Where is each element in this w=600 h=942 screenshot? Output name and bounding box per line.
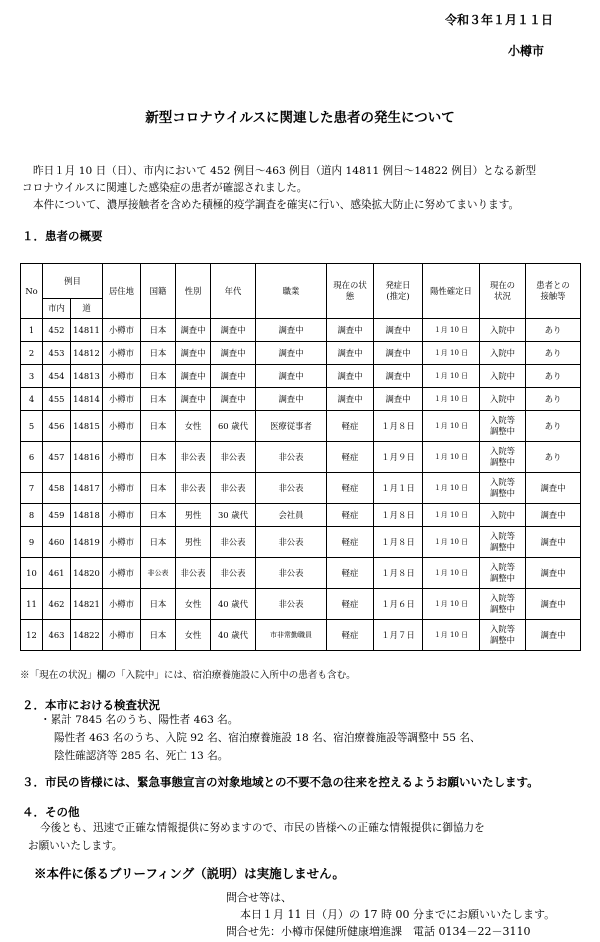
header-status [480,264,526,319]
cell-contact: あり [526,319,581,342]
contact-heading: 問合せ等は、 [226,891,292,904]
issuer-city: 小樽市 [507,44,544,58]
cell-nationality: 日本 [141,319,176,342]
contact-office: 問合せ先：小樽市保健所健康増進課 電話 0134－22－3110 [226,925,531,938]
cell-status-line-2: 調整中 [489,542,516,552]
cell-no: 2 [21,342,43,365]
cell-nationality: 非公表 [141,558,176,589]
cell-city-no: 452 [43,319,71,342]
cell-pref-no: 14814 [71,388,103,411]
cell-contact: 調査中 [526,473,581,504]
cell-occupation: 調査中 [256,365,327,388]
cell-status-line-1: 入院等 [489,446,516,456]
table-row [21,589,581,620]
cell-status [480,504,526,527]
cell-onset: 調査中 [374,365,423,388]
cell-age: 60 歳代 [211,411,256,442]
cell-status-line-1: 入院等 [489,593,516,603]
cell-status-line-2: 調整中 [489,457,516,467]
cell-no: 6 [21,442,43,473]
cell-no: 12 [21,620,43,651]
table-row [21,411,581,442]
cell-condition: 軽症 [327,527,374,558]
cell-residence: 小樽市 [103,319,141,342]
cell-no: 7 [21,473,43,504]
cell-sex: 調査中 [176,342,211,365]
cell-sex: 女性 [176,620,211,651]
header-city-no: 市内 [43,299,71,319]
cell-pref-no: 14817 [71,473,103,504]
cell-sex: 調査中 [176,365,211,388]
cell-contact: あり [526,388,581,411]
cell-status [480,558,526,589]
cell-residence: 小樽市 [103,504,141,527]
cell-condition: 軽症 [327,442,374,473]
cell-status-line-1: 入院等 [489,477,516,487]
document-date: 令和３年１月１１日 [444,13,553,27]
cell-age: 40 歳代 [211,589,256,620]
cell-status-line-1: 入院等 [489,415,516,425]
cell-city-no: 461 [43,558,71,589]
cell-nationality: 日本 [141,442,176,473]
header-confirmed: 陽性確定日 [423,264,480,319]
cell-pref-no: 14811 [71,319,103,342]
header-condition [327,264,374,319]
cell-pref-no: 14822 [71,620,103,651]
cell-onset: １月７日 [374,620,423,651]
cell-contact: 調査中 [526,620,581,651]
cell-status [480,388,526,411]
cell-residence: 小樽市 [103,411,141,442]
cell-confirmed: １月 10 日 [423,558,480,589]
table-footnote: ※「現在の状況」欄の「入院中」には、宿泊療養施設に入所中の患者も含む。 [20,670,356,681]
cell-nationality: 日本 [141,342,176,365]
section-2-body [40,711,580,765]
intro-paragraph [22,163,582,214]
cell-occupation: 調査中 [256,342,327,365]
cell-city-no: 459 [43,504,71,527]
cell-city-no: 458 [43,473,71,504]
cell-age: 30 歳代 [211,504,256,527]
cell-confirmed: １月 10 日 [423,620,480,651]
cell-city-no: 455 [43,388,71,411]
cell-no: 4 [21,388,43,411]
cell-nationality: 日本 [141,365,176,388]
cell-pref-no: 14813 [71,365,103,388]
page-title: 新型コロナウイルスに関連した患者の発生について [145,110,455,126]
cell-sex: 非公表 [176,473,211,504]
header-residence: 居住地 [103,264,141,319]
section-2-heading: ２．本市における検査状況 [22,698,160,712]
cell-condition: 軽症 [327,620,374,651]
cell-occupation: 調査中 [256,319,327,342]
section-1-heading: １．患者の概要 [22,229,103,243]
header-condition-line-2: 態 [345,291,355,301]
cell-status [480,342,526,365]
cell-onset: １月８日 [374,411,423,442]
cell-status [480,589,526,620]
cell-onset: １月９日 [374,442,423,473]
header-contact [526,264,581,319]
cell-contact: 調査中 [526,504,581,527]
cell-condition: 調査中 [327,388,374,411]
cell-contact: 調査中 [526,527,581,558]
cell-city-no: 462 [43,589,71,620]
cell-nationality: 日本 [141,473,176,504]
section-2-line-3: 陰性確認済等 285 名、死亡 13 名。 [54,750,229,762]
cell-contact: あり [526,442,581,473]
cell-age: 調査中 [211,342,256,365]
table-row [21,473,581,504]
section-4-body [22,819,582,855]
cell-condition: 軽症 [327,558,374,589]
cell-nationality: 日本 [141,527,176,558]
section-2-line-1: ・累計 7845 名のうち、陽性者 463 名。 [40,714,239,726]
cell-age: 調査中 [211,388,256,411]
cell-no: 8 [21,504,43,527]
cell-occupation: 市非常勤職員 [256,620,327,651]
table-row [21,319,581,342]
cell-sex: 男性 [176,527,211,558]
cell-onset: １月８日 [374,527,423,558]
table-row [21,342,581,365]
cell-pref-no: 14816 [71,442,103,473]
briefing-notice: ※本件に係るブリーフィング（説明）は実施しません。 [34,866,345,881]
cell-nationality: 日本 [141,388,176,411]
cell-confirmed: １月 10 日 [423,365,480,388]
cell-occupation: 非公表 [256,558,327,589]
cell-status-line-2: 調整中 [489,426,516,436]
cell-onset: １月８日 [374,558,423,589]
header-age: 年代 [211,264,256,319]
cell-sex: 女性 [176,589,211,620]
cell-sex: 女性 [176,411,211,442]
cell-status-line-2: 調整中 [489,604,516,614]
cell-pref-no: 14821 [71,589,103,620]
section-2-line-2: 陽性者 463 名のうち、入院 92 名、宿泊療養施設 18 名、宿泊療養施設等調整中 55 名、 [54,732,481,744]
cell-status-line-1: 入院中 [489,347,516,358]
intro-line-1: 昨日１月 10 日（日）、市内において 452 例目～463 例目（道内 14811 例目～14822 例目）となる新型 [33,165,537,177]
cell-residence: 小樽市 [103,558,141,589]
cell-no: 9 [21,527,43,558]
section-3-heading: ３．市民の皆様には、緊急事態宣言の対象地域との不要不急の往来を控えるようお願いいたします。 [22,775,539,789]
patient-table [20,263,581,651]
cell-status-line-1: 入院中 [489,324,516,335]
cell-confirmed: １月 10 日 [423,411,480,442]
cell-residence: 小樽市 [103,365,141,388]
cell-status-line-1: 入院等 [489,624,516,634]
cell-condition: 軽症 [327,411,374,442]
header-status-line-1: 現在の [489,280,516,290]
cell-city-no: 453 [43,342,71,365]
cell-status-line-1: 入院中 [489,370,516,381]
cell-residence: 小樽市 [103,589,141,620]
header-nationality: 国籍 [141,264,176,319]
cell-status-line-2: 調整中 [489,488,516,498]
cell-age: 40 歳代 [211,620,256,651]
cell-condition: 軽症 [327,504,374,527]
header-pref-no: 道 [71,299,103,319]
cell-city-no: 460 [43,527,71,558]
cell-contact: 調査中 [526,589,581,620]
table-row [21,442,581,473]
cell-residence: 小樽市 [103,620,141,651]
table-row [21,558,581,589]
header-occupation: 職業 [256,264,327,319]
cell-onset: 調査中 [374,342,423,365]
cell-contact: あり [526,365,581,388]
cell-sex: 調査中 [176,319,211,342]
cell-status-line-2: 調整中 [489,573,516,583]
cell-city-no: 454 [43,365,71,388]
cell-nationality: 日本 [141,620,176,651]
cell-pref-no: 14812 [71,342,103,365]
cell-confirmed: １月 10 日 [423,319,480,342]
cell-condition: 調査中 [327,342,374,365]
table-row [21,504,581,527]
cell-status [480,620,526,651]
header-onset [374,264,423,319]
cell-status [480,365,526,388]
cell-age: 非公表 [211,473,256,504]
cell-condition: 調査中 [327,319,374,342]
cell-onset: １月８日 [374,504,423,527]
cell-age: 非公表 [211,442,256,473]
section-4-line-2: お願いいたします。 [28,840,123,852]
header-contact-line-1: 患者との [536,280,570,290]
cell-nationality: 日本 [141,589,176,620]
cell-confirmed: １月 10 日 [423,342,480,365]
cell-no: 3 [21,365,43,388]
cell-sex: 男性 [176,504,211,527]
cell-city-no: 456 [43,411,71,442]
intro-line-2: コロナウイルスに関連した感染症の患者が確認されました。 [22,182,308,194]
cell-occupation: 調査中 [256,388,327,411]
cell-confirmed: １月 10 日 [423,473,480,504]
table-row [21,527,581,558]
header-contact-line-2: 接触等 [540,291,566,301]
cell-contact: あり [526,342,581,365]
cell-occupation: 会社員 [256,504,327,527]
cell-confirmed: １月 10 日 [423,388,480,411]
cell-occupation: 医療従事者 [256,411,327,442]
cell-sex: 調査中 [176,388,211,411]
intro-line-3: 本件について、濃厚接触者を含めた積極的疫学調査を確実に行い、感染拡大防止に努めてまいります。 [33,199,520,211]
cell-residence: 小樽市 [103,442,141,473]
cell-status-line-1: 入院等 [489,562,516,572]
header-onset-line-2: (推定) [386,291,410,301]
cell-occupation: 非公表 [256,473,327,504]
cell-confirmed: １月 10 日 [423,589,480,620]
cell-residence: 小樽市 [103,473,141,504]
cell-onset: １月１日 [374,473,423,504]
header-no: No [21,264,43,319]
header-condition-line-1: 現在の状 [333,280,367,290]
cell-age: 非公表 [211,527,256,558]
cell-no: 10 [21,558,43,589]
cell-nationality: 日本 [141,504,176,527]
cell-status-line-1: 入院中 [489,393,516,404]
contact-deadline: 本日１月 11 日（月）の 17 時 00 分までにお願いいたします。 [240,908,556,921]
cell-status [480,527,526,558]
cell-sex: 非公表 [176,442,211,473]
cell-no: 5 [21,411,43,442]
cell-status [480,411,526,442]
section-4-line-1: 今後とも、迅速で正確な情報提供に努めますので、市民の皆様への正確な情報提供に御協力を [40,822,485,834]
cell-city-no: 463 [43,620,71,651]
cell-status [480,319,526,342]
cell-onset: 調査中 [374,388,423,411]
cell-confirmed: １月 10 日 [423,527,480,558]
table-row [21,388,581,411]
cell-condition: 調査中 [327,365,374,388]
cell-status [480,442,526,473]
cell-age: 非公表 [211,558,256,589]
header-status-line-2: 状況 [494,291,511,301]
cell-onset: １月６日 [374,589,423,620]
table-row [21,620,581,651]
cell-condition: 軽症 [327,589,374,620]
cell-residence: 小樽市 [103,527,141,558]
cell-contact: 調査中 [526,558,581,589]
table-row [21,365,581,388]
cell-contact: あり [526,411,581,442]
cell-sex: 非公表 [176,558,211,589]
section-4-heading: ４．その他 [22,805,80,819]
cell-onset: 調査中 [374,319,423,342]
cell-residence: 小樽市 [103,388,141,411]
header-case: 例目 [43,264,103,299]
cell-status-line-1: 入院中 [489,509,516,520]
cell-condition: 軽症 [327,473,374,504]
cell-city-no: 457 [43,442,71,473]
cell-no: 11 [21,589,43,620]
cell-residence: 小樽市 [103,342,141,365]
cell-occupation: 非公表 [256,527,327,558]
cell-age: 調査中 [211,319,256,342]
header-onset-line-1: 発症日 [385,280,411,290]
cell-pref-no: 14815 [71,411,103,442]
cell-nationality: 日本 [141,411,176,442]
cell-occupation: 非公表 [256,442,327,473]
cell-pref-no: 14818 [71,504,103,527]
header-sex: 性別 [176,264,211,319]
cell-pref-no: 14819 [71,527,103,558]
cell-pref-no: 14820 [71,558,103,589]
cell-status-line-1: 入院等 [489,531,516,541]
cell-status-line-2: 調整中 [489,635,516,645]
cell-age: 調査中 [211,365,256,388]
cell-status [480,473,526,504]
cell-confirmed: １月 10 日 [423,504,480,527]
cell-confirmed: １月 10 日 [423,442,480,473]
cell-no: 1 [21,319,43,342]
cell-occupation: 非公表 [256,589,327,620]
